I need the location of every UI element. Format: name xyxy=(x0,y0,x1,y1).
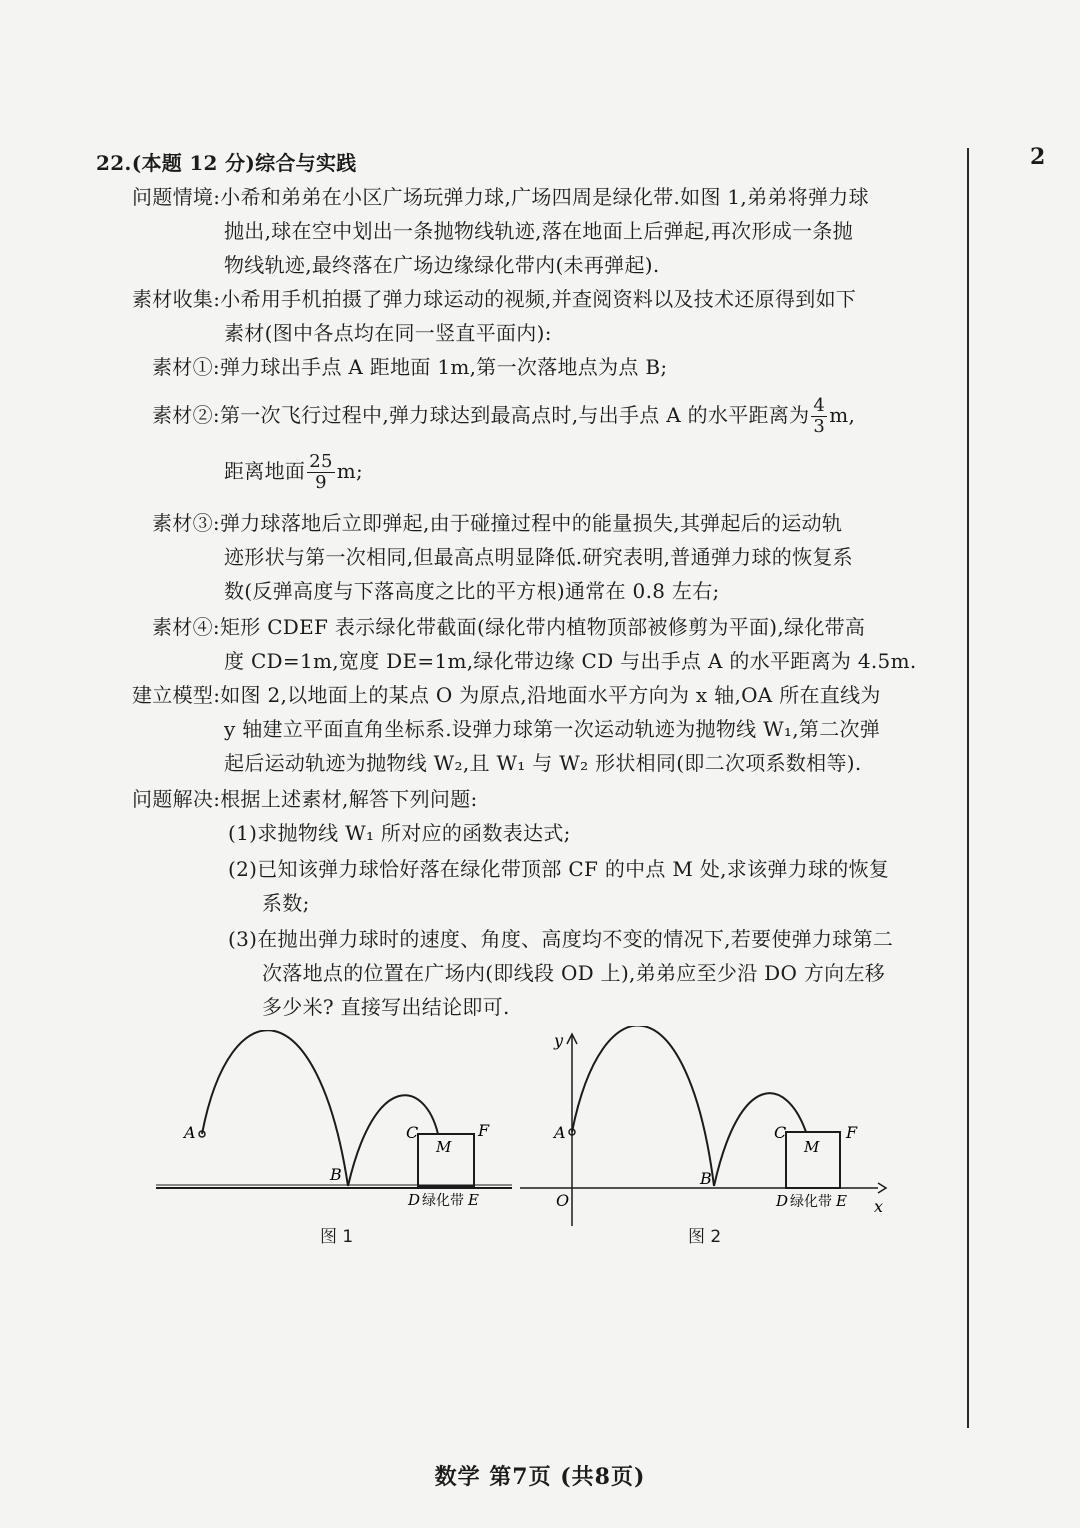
trajectory-w1 xyxy=(572,1026,714,1186)
situation-line-3: 物线轨迹,最终落在广场边缘绿化带内(未再弹起). xyxy=(224,253,660,277)
question-3-line-1: (3)在抛出弹力球时的速度、角度、高度均不变的情况下,若要使弹力球第二 xyxy=(228,927,894,951)
situation-line-2: 抛出,球在空中划出一条抛物线轨迹,落在地面上后弹起,再次形成一条抛 xyxy=(224,219,853,243)
material-3-line-2: 迹形状与第一次相同,但最高点明显降低.研究表明,普通弹力球的恢复系 xyxy=(224,545,853,569)
edge-page-mark: 2 xyxy=(1030,144,1046,170)
figure-1 xyxy=(150,1030,520,1210)
label-o: O xyxy=(556,1191,570,1210)
figure-2 xyxy=(516,1026,896,1226)
situation-line-1: 问题情境:小希和弟弟在小区广场玩弹力球,广场四周是绿化带.如图 1,弟弟将弹力球 xyxy=(132,185,869,209)
material-2-line-1: 素材②:第一次飞行过程中,弹力球达到最高点时,与出手点 A 的水平距离为 $\frac{4}{3}$ m, xyxy=(152,395,856,437)
label-m: M xyxy=(436,1138,452,1156)
model-line-2: y 轴建立平面直角坐标系.设弹力球第一次运动轨迹为抛物线 W₁,第二次弹 xyxy=(224,717,881,741)
solve-intro: 问题解决:根据上述素材,解答下列问题: xyxy=(132,787,478,811)
page-footer: 数学 第7页 (共8页) xyxy=(434,1464,646,1490)
material-3-line-1: 素材③:弹力球落地后立即弹起,由于碰撞过程中的能量损失,其弹起后的运动轨 xyxy=(152,511,843,535)
fraction-25-9: $\frac{25}{9}$ xyxy=(309,451,333,493)
label-d: D xyxy=(408,1191,421,1209)
model-line-1: 建立模型:如图 2,以地面上的某点 O 为原点,沿地面水平方向为 x 轴,OA 所在直线为 xyxy=(132,683,881,707)
label-a: A xyxy=(554,1123,566,1142)
trajectory-w2 xyxy=(348,1095,438,1186)
label-y: y xyxy=(554,1031,564,1050)
question-3-line-2: 次落地点的位置在广场内(即线段 OD 上),弟弟应至少沿 DO 方向左移 xyxy=(262,961,886,985)
label-f: F xyxy=(478,1121,490,1140)
label-f: F xyxy=(846,1123,858,1142)
label-e: E xyxy=(468,1191,479,1209)
collect-line-2: 素材(图中各点均在同一竖直平面内): xyxy=(224,321,552,345)
question-2-line-2: 系数; xyxy=(262,891,310,915)
label-green-belt: 绿化带 xyxy=(422,1193,464,1209)
trajectory-w1 xyxy=(202,1030,348,1186)
label-c: C xyxy=(774,1123,787,1142)
question-2-line-1: (2)已知该弹力球恰好落在绿化带顶部 CF 的中点 M 处,求该弹力球的恢复 xyxy=(228,857,890,881)
question-1: (1)求抛物线 W₁ 所对应的函数表达式; xyxy=(228,821,571,845)
label-d: D xyxy=(776,1192,789,1210)
material-1: 素材①:弹力球出手点 A 距地面 1m,第一次落地点为点 B; xyxy=(152,355,668,379)
collect-line-1: 素材收集:小希用手机拍摄了弹力球运动的视频,并查阅资料以及技术还原得到如下 xyxy=(132,287,857,311)
label-x: x xyxy=(874,1197,884,1216)
page-margin-line xyxy=(967,148,969,1428)
figure-1-caption: 图 1 xyxy=(320,1227,354,1247)
label-m: M xyxy=(804,1138,820,1156)
label-c: C xyxy=(406,1123,419,1142)
x-axis-arrow-icon xyxy=(878,1183,886,1193)
label-e: E xyxy=(836,1192,847,1210)
model-line-3: 起后运动轨迹为抛物线 W₂,且 W₁ 与 W₂ 形状相同(即二次项系数相等). xyxy=(224,751,862,775)
trajectory-w2 xyxy=(714,1093,806,1186)
material-2-text: 素材②:第一次飞行过程中,弹力球达到最高点时,与出手点 A 的水平距离为 xyxy=(152,403,810,427)
question-header: 22.(本题 12 分)综合与实践 xyxy=(96,151,357,175)
label-b: B xyxy=(330,1165,342,1184)
material-2-line-2: 距离地面 $\frac{25}{9}$ m; xyxy=(224,451,364,493)
material-3-line-3: 数(反弹高度与下落高度之比的平方根)通常在 0.8 左右; xyxy=(224,579,720,603)
label-green-belt: 绿化带 xyxy=(790,1194,832,1210)
figure-2-caption: 图 2 xyxy=(688,1227,722,1247)
question-3-line-3: 多少米? 直接写出结论即可. xyxy=(262,995,510,1019)
material-4-line-1: 素材④:矩形 CDEF 表示绿化带截面(绿化带内植物顶部被修剪为平面),绿化带高 xyxy=(152,615,866,639)
label-a: A xyxy=(184,1123,196,1142)
label-b: B xyxy=(700,1169,712,1188)
material-4-line-2: 度 CD=1m,宽度 DE=1m,绿化带边缘 CD 与出手点 A 的水平距离为 4.5m. xyxy=(224,649,917,673)
fraction-4-3: $\frac{4}{3}$ xyxy=(813,395,826,437)
